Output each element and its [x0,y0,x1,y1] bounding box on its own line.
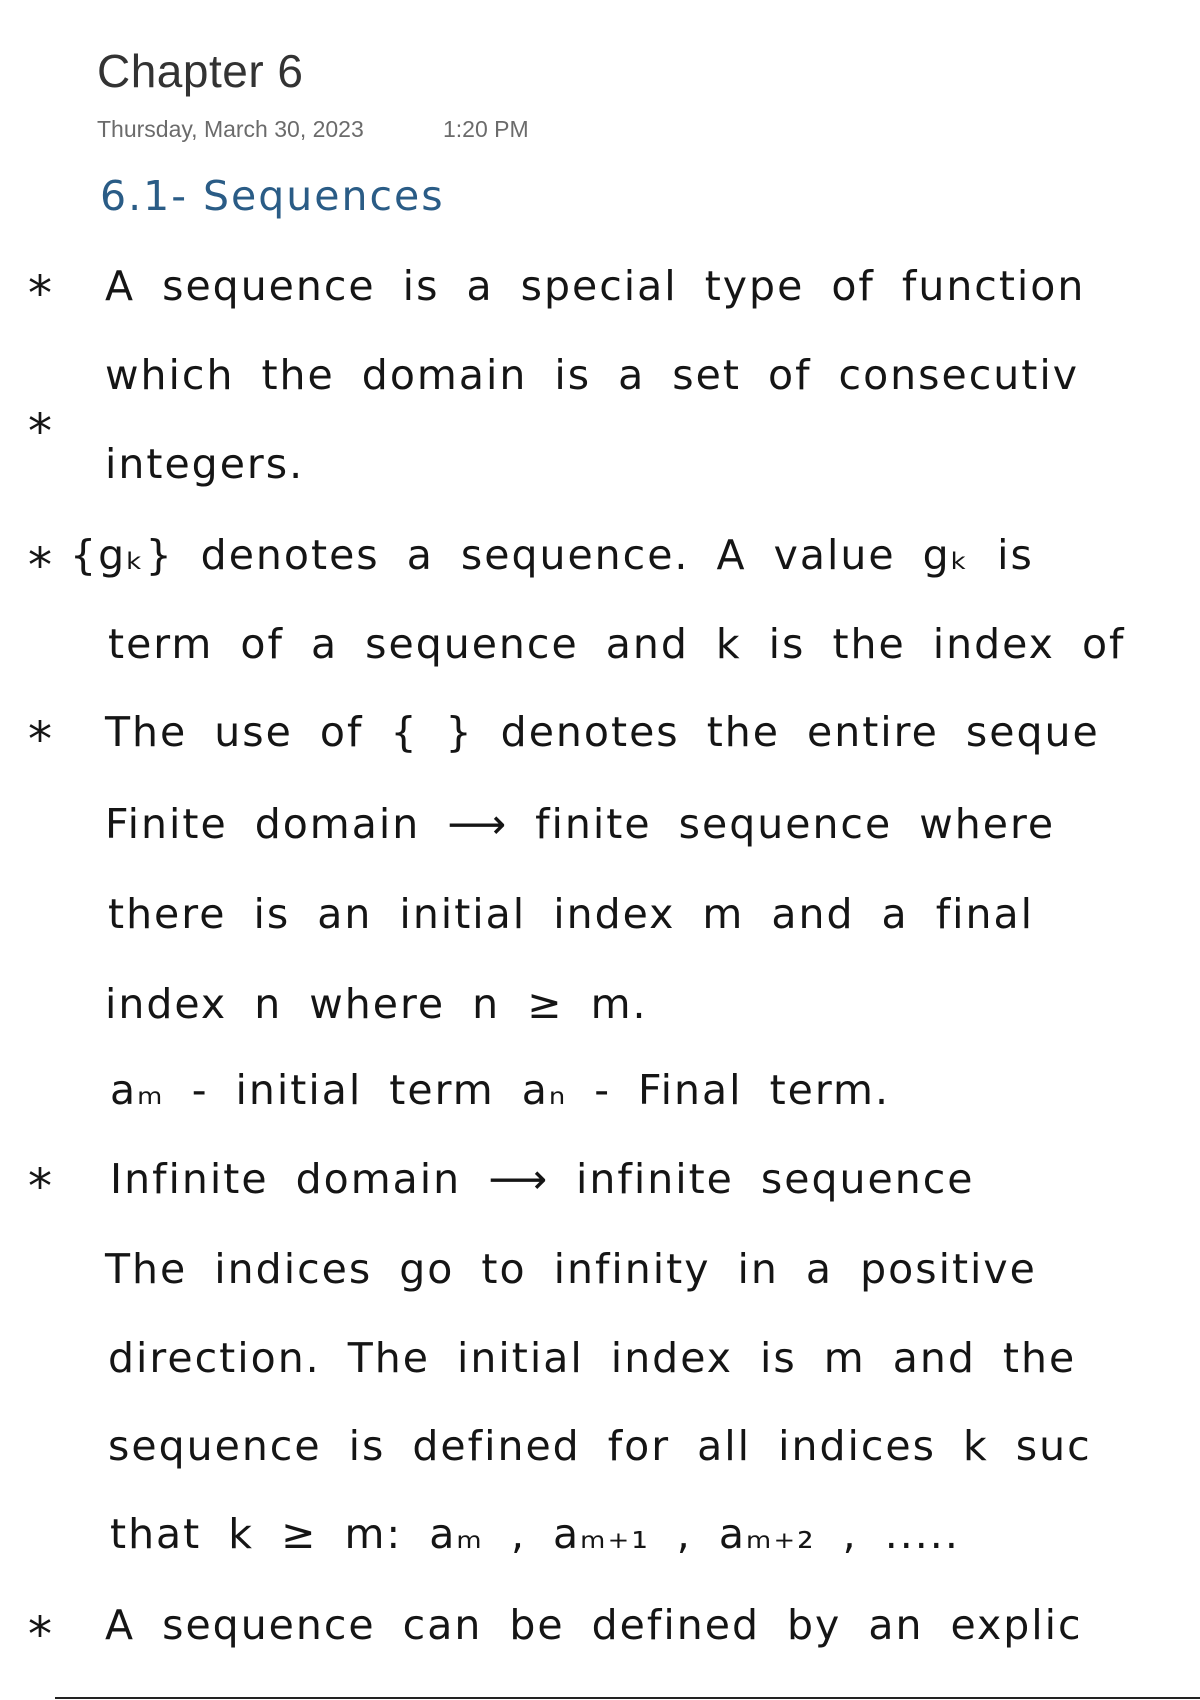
bullet-5: * [28,1159,52,1215]
note-line: The use of { } denotes the entire seque [105,708,1100,756]
note-line: that k ≥ m: aₘ , aₘ₊₁ , aₘ₊₂ , ..... [110,1510,960,1558]
note-line: there is an initial index m and a final [108,890,1035,938]
note-line: A sequence can be defined by an explic [105,1601,1083,1649]
page-divider [55,1697,1200,1699]
page-title: Chapter 6 [97,45,304,97]
note-line: index n where n ≥ m. [105,980,648,1028]
note-line: direction. The initial index is m and the [108,1334,1077,1382]
note-line: Infinite domain ⟶ infinite sequence [110,1155,975,1203]
note-line: sequence is defined for all indices k suc [108,1422,1092,1470]
note-line: The indices go to infinity in a positive [105,1245,1037,1293]
note-line: A sequence is a special type of function [105,262,1086,310]
note-line: {gₖ} denotes a sequence. A value gₖ is [70,531,1034,579]
bullet-3: * [28,712,52,768]
bullet-1: * [28,266,52,322]
note-line: aₘ - initial term aₙ - Final term. [110,1066,890,1114]
note-line: term of a sequence and k is the index of [108,620,1126,668]
note-line: integers. [105,440,305,488]
note-time: 1:20 PM [443,116,529,142]
note-date: Thursday, March 30, 2023 [97,116,364,142]
note-line: Finite domain ⟶ finite sequence where [105,800,1056,848]
bullet-4: * [28,404,52,460]
bullet-2: * [28,538,52,594]
section-heading: 6.1- Sequences [100,172,445,220]
note-line: which the domain is a set of consecutiv [105,351,1080,399]
bullet-6: * [28,1607,52,1663]
